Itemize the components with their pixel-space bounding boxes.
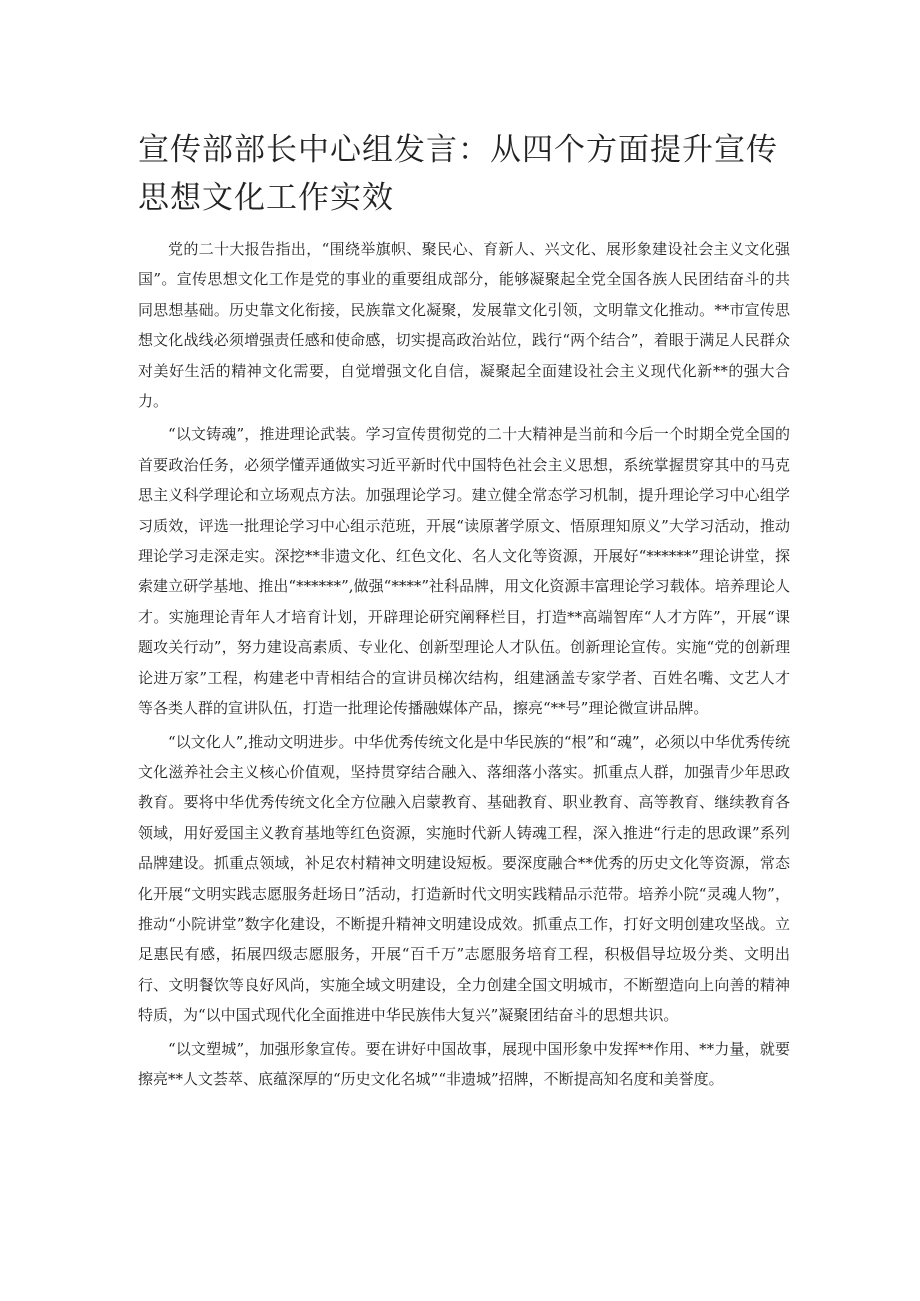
paragraph-intro: 党的二十大报告指出，“围绕举旗帜、聚民心、育新人、兴文化、展形象建设社会主义文化强国”。宣传思想文化工作是党的事业的重要组成部分，能够凝聚起全党全国各族人民团结奋斗的共同思想基础。历史靠文化衔接，民族靠文化凝聚，发展靠文化引领，文明靠文化推动。**市宣传思想文化战线必须增强责任感和使命感，切实提高政治站位，践行“两个结合”，着眼于满足人民群众对美好生活的精神文化需要，自觉增强文化自信，凝聚起全面建设社会主义现代化新**的强大合力。 xyxy=(138,240,790,411)
paragraph-civilization: “以文化人”,推动文明进步。中华优秀传统文化是中华民族的“根”和“魂”，必须以中华优秀传统文化滋养社会主义核心价值观，坚持贯穿结合融入、落细落小落实。抓重点人群，加强青少年思政教育。要将中华优秀传统文化全方位融入启蒙教育、基础教育、职业教育、高等教育、继续教育各领域，用好爱国主义教育基地等红色资源，实施时代新人铸魂工程，深入推进“行走的思政课”系列品牌建设。抓重点领域，补足农村精神文明建设短板。要深度融合**优秀的历史文化等资源，常态化开展“文明实践志愿服务赶场日”活动，打造新时代文明实践精品示范带。培养小院“灵魂人物”，推动“小院讲堂”数字化建设，不断提升精神文明建设成效。抓重点工作，打好文明创建攻坚战。立足惠民有感，拓展四级志愿服务，开展“百千万”志愿服务培育工程，积极倡导垃圾分类、文明出行、文明餐饮等良好风尚，实施全域文明建设，全力创建全国文明城市，不断塑造向上向善的精神特质，为“以中国式现代化全面推进中华民族伟大复兴”凝聚团结奋斗的思想共识。 xyxy=(138,732,790,1025)
document-body xyxy=(138,234,790,1097)
paragraph-theory: “以文铸魂”，推进理论武装。学习宣传贯彻党的二十大精神是当前和今后一个时期全党全国的首要政治任务，必须学懂弄通做实习近平新时代中国特色社会主义思想，系统掌握贯穿其中的马克思主义科学理论和立场观点方法。加强理论学习。建立健全常态学习机制，提升理论学习中心组学习质效，评选一批理论学习中心组示范班，开展“读原著学原文、悟原理知原义”大学习活动，推动理论学习走深走实。深挖**非遗文化、红色文化、名人文化等资源，开展好“******”理论讲堂，探索建立研学基地、推出“******”,做强“****”社科品牌，用文化资源丰富理论学习载体。培养理论人才。实施理论青年人才培育计划，开辟理论研究阐释栏目，打造**高端智库“人才方阵”，开展“课题攻关行动”，努力建设高素质、专业化、创新型理论人才队伍。创新理论宣传。实施“党的创新理论进万家”工程，构建老中青相结合的宣讲员梯次结构，组建涵盖专家学者、百姓名嘴、文艺人才等各类人群的宣讲队伍，打造一批理论传播融媒体产品，擦亮“**号”理论微宣讲品牌。 xyxy=(138,425,790,718)
paragraph-city-image: “以文塑城”，加强形象宣传。要在讲好中国故事，展现中国形象中发挥**作用、**力量，就要擦亮**人文荟萃、底蕴深厚的“历史文化名城”“非遗城”招牌，不断提高知名度和美誉度。 xyxy=(138,1039,790,1088)
document-title: 宣传部部长中心组发言：从四个方面提升宣传思想文化工作实效 xyxy=(138,132,778,216)
